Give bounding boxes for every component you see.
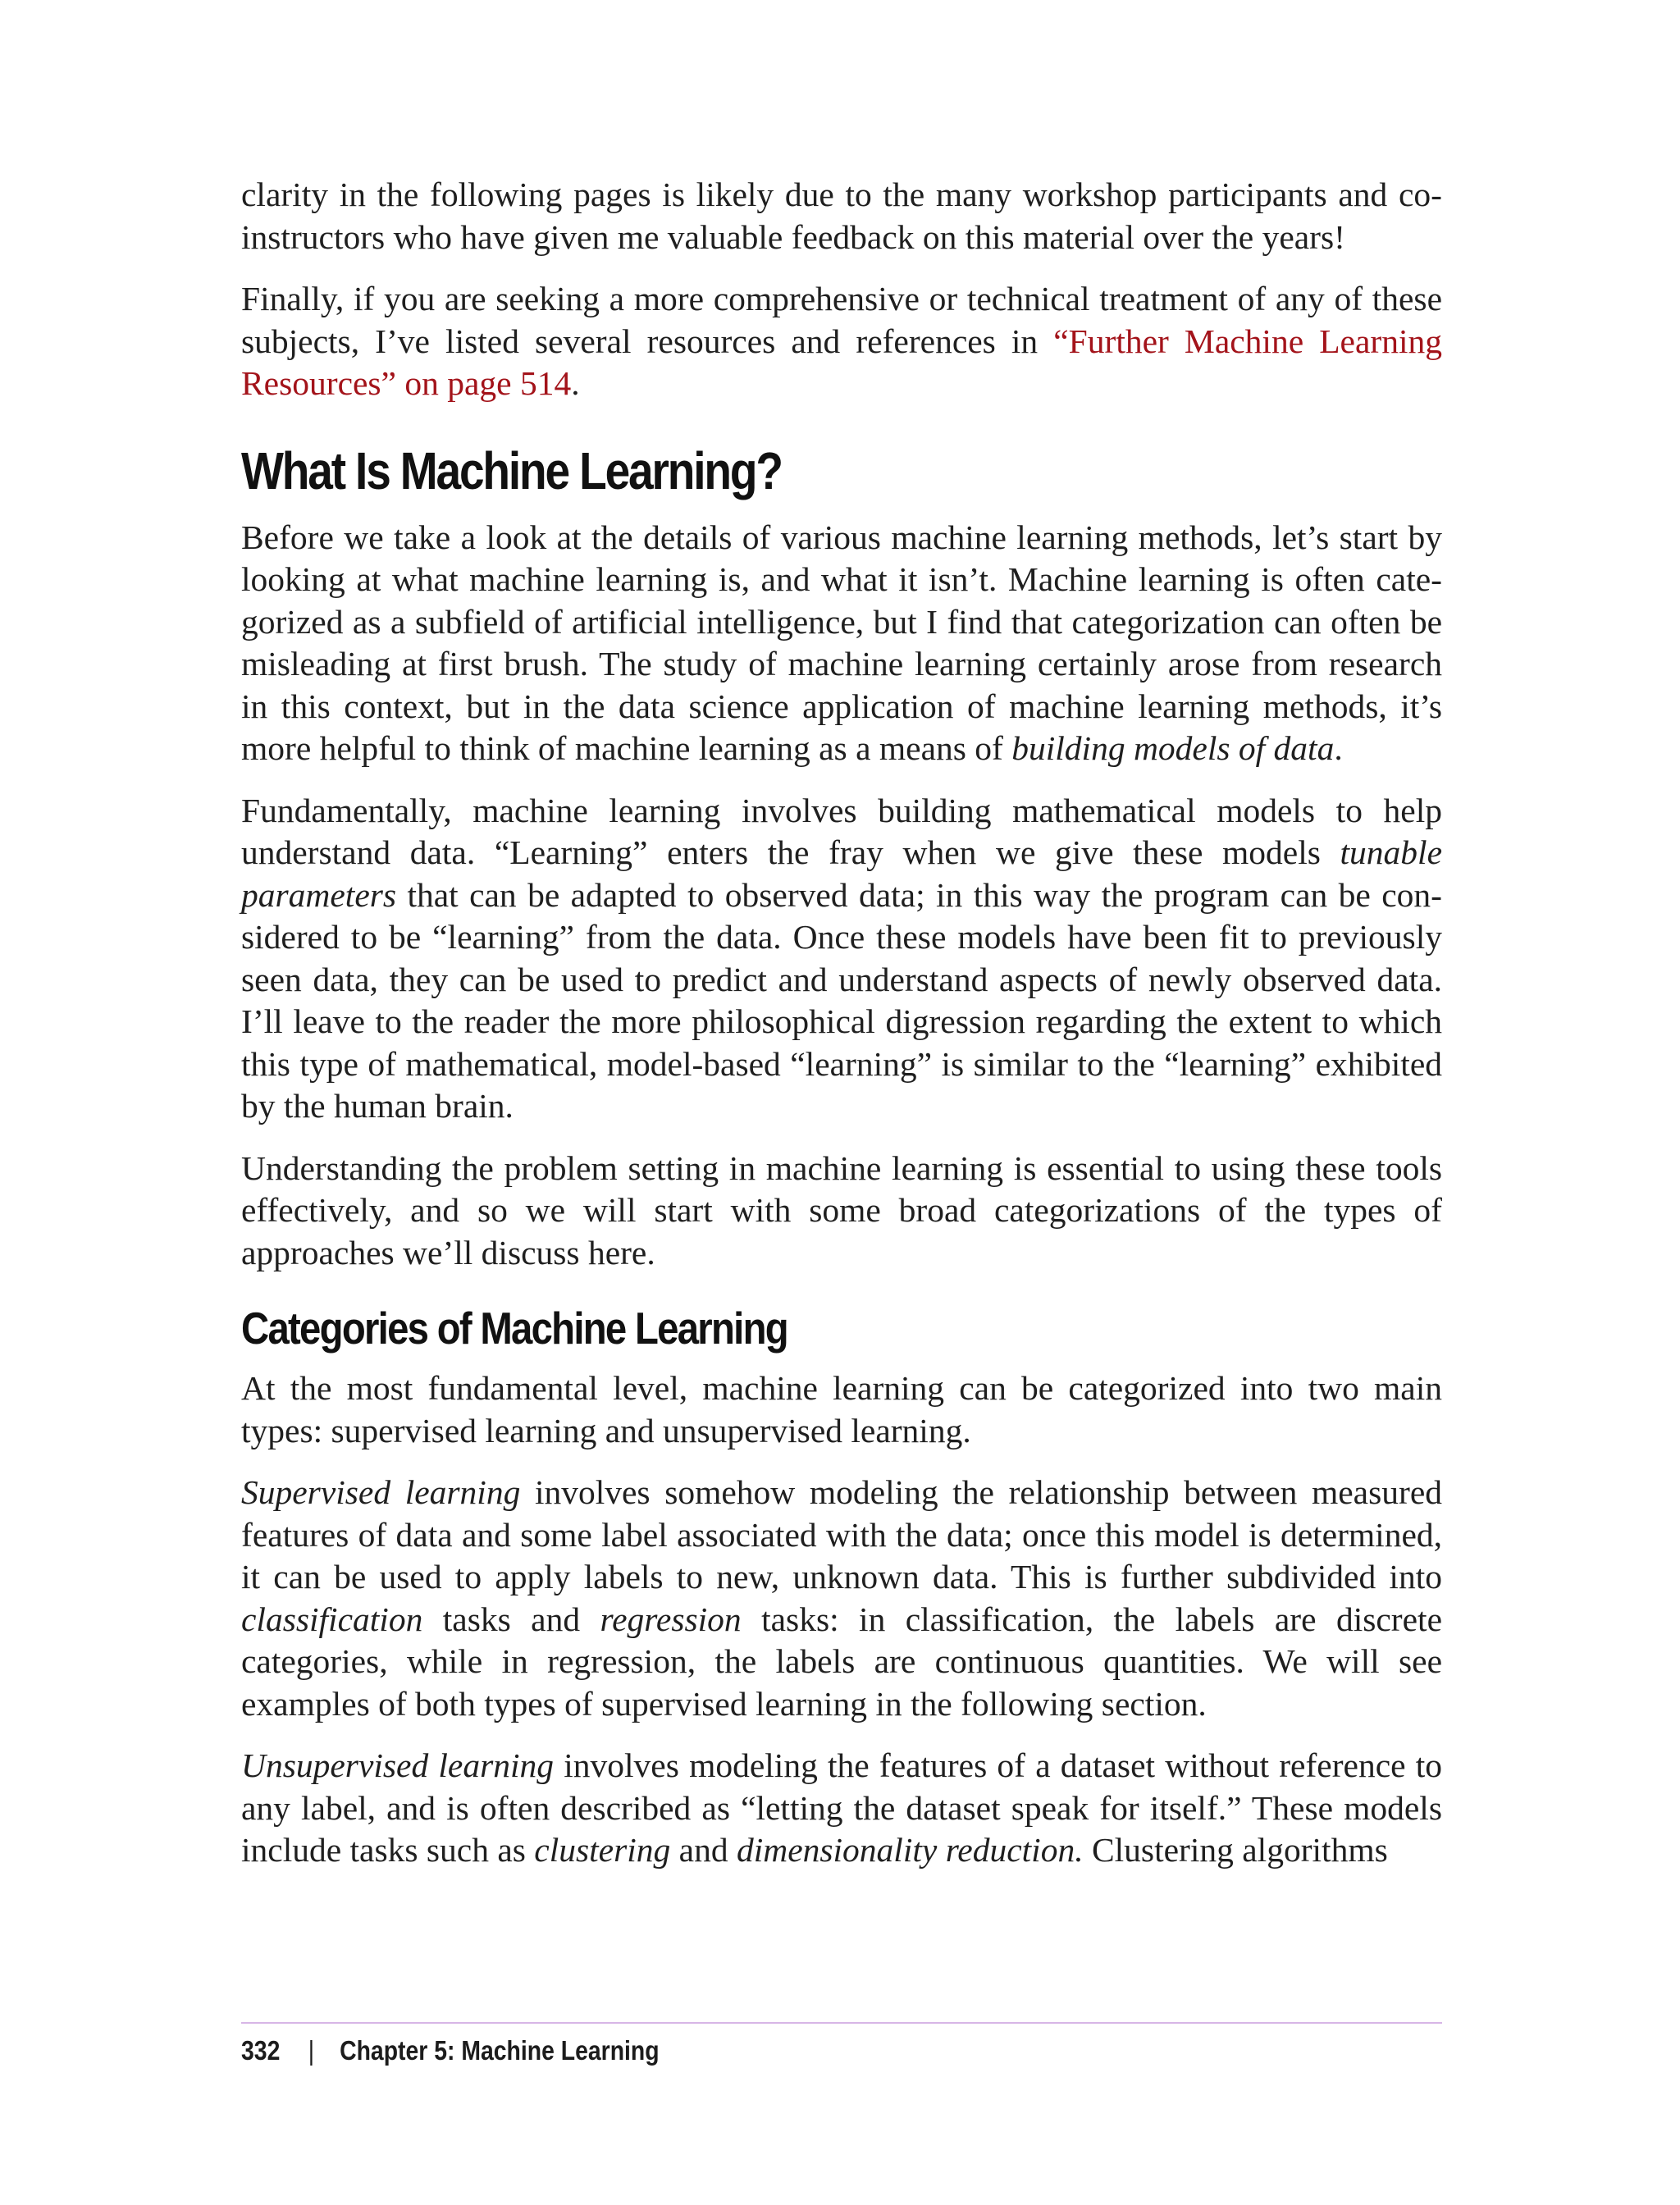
emphasis-text: regression [600, 1600, 742, 1638]
paragraph-text: clarity in the following pages is likely due to the many workshop participants and coinstructors who have given me valuable feedback on this material over the years! [241, 176, 1442, 256]
emphasis-text: Supervised learning [241, 1473, 521, 1511]
paragraph-two-types [241, 1367, 1442, 1452]
page-number: 332 [241, 2035, 281, 2066]
paragraph-text: involves somehow modeling the relationship between measured features of data and some label associated with the data; once this model is determined, it can be used to apply labels to new, unknown data. This is further subdivided into [241, 1473, 1442, 1596]
paragraph-text: involves modeling the features of a dataset without reference to any label, and is often described as “letting the dataset speak for itself.” These models include tasks such as [241, 1746, 1443, 1869]
paragraph-text: . [571, 364, 580, 402]
emphasis-text: clustering [534, 1831, 671, 1869]
paragraph-problem-setting [241, 1148, 1442, 1275]
paragraph-text: At the most fundamental level, machine learning can be categorized into two main types: supervised learning and unsupervised learning. [241, 1369, 1442, 1449]
footer-divider [241, 2022, 1442, 2024]
subsection-heading-categories: Categories of Machine Learning [241, 1303, 788, 1354]
paragraph-text: Finally, if you are seeking a more comprehensive or technical treatment of any of these subjects, I’ve listed several resources and references in [241, 280, 1442, 360]
paragraph-acknowledgement-end [241, 174, 1442, 258]
paragraph-further-resources [241, 278, 1442, 405]
page-footer [241, 2033, 660, 2069]
footer-separator: | [308, 2035, 315, 2066]
paragraph-fundamentals [241, 790, 1442, 1128]
paragraph-supervised [241, 1472, 1442, 1725]
cross-reference-link[interactable]: “Further Machine Learning Resources” on page 514 [241, 322, 1442, 402]
paragraph-text: Clustering algorithms [1083, 1831, 1388, 1869]
page-content [241, 174, 1442, 1892]
paragraph-unsupervised [241, 1745, 1442, 1872]
emphasis-text: building models of data [1011, 729, 1335, 767]
section-heading-what-is-ml: What Is Machine Learning? [241, 441, 782, 500]
paragraph-text: tasks: in classification, the labels are discrete categories, while in regression, the labels are continuous quantities. We will see examples of both types of supervised learning in the following section. [241, 1600, 1442, 1723]
paragraph-text: Fundamentally, machine learning involves building mathematical models to help understand data. “Learning” enters the fray when we give these models [241, 791, 1442, 871]
paragraph-text: and [670, 1831, 737, 1869]
emphasis-text: dimensionality reduction. [736, 1831, 1084, 1869]
paragraph-text: tasks and [422, 1600, 600, 1638]
emphasis-text: classification [241, 1600, 423, 1638]
emphasis-text: Unsupervised learning [241, 1746, 555, 1784]
paragraph-text: Understanding the problem setting in machine learning is essential to using these tools effectively, and so we will start with some broad categorizations of the types of approaches we’ll discuss here. [241, 1148, 1442, 1271]
chapter-title: Chapter 5: Machine Learning [340, 2035, 660, 2066]
paragraph-text: Before we take a look at the details of various machine learning methods, let’s start by looking at what machine learning is, and what it isn’t. Machine learning is often categorized as a subfield of artificial intelligence, but I find that categorization can often be misleading at first brush. The study of machine learning certainly arose from research in this context, but in the data science application of machine learning methods, it’s more helpful to think of machine learning as a means of [241, 518, 1442, 767]
paragraph-text: that can be adapted to observed data; in this way the program can be considered to be “learning” from the data. Once these models have been fit to previously seen data, they can be used to predict and understand aspects of newly observed data. I’ll leave to the reader the more philosophical digression regarding the extent to which this type of mathematical, model-based “learning” is similar to the “learning” exhibited by the human brain. [241, 875, 1442, 1125]
paragraph-text: . [1334, 729, 1343, 767]
emphasis-text: tunable parameters [241, 833, 1442, 914]
paragraph-intro-ml [241, 517, 1442, 770]
